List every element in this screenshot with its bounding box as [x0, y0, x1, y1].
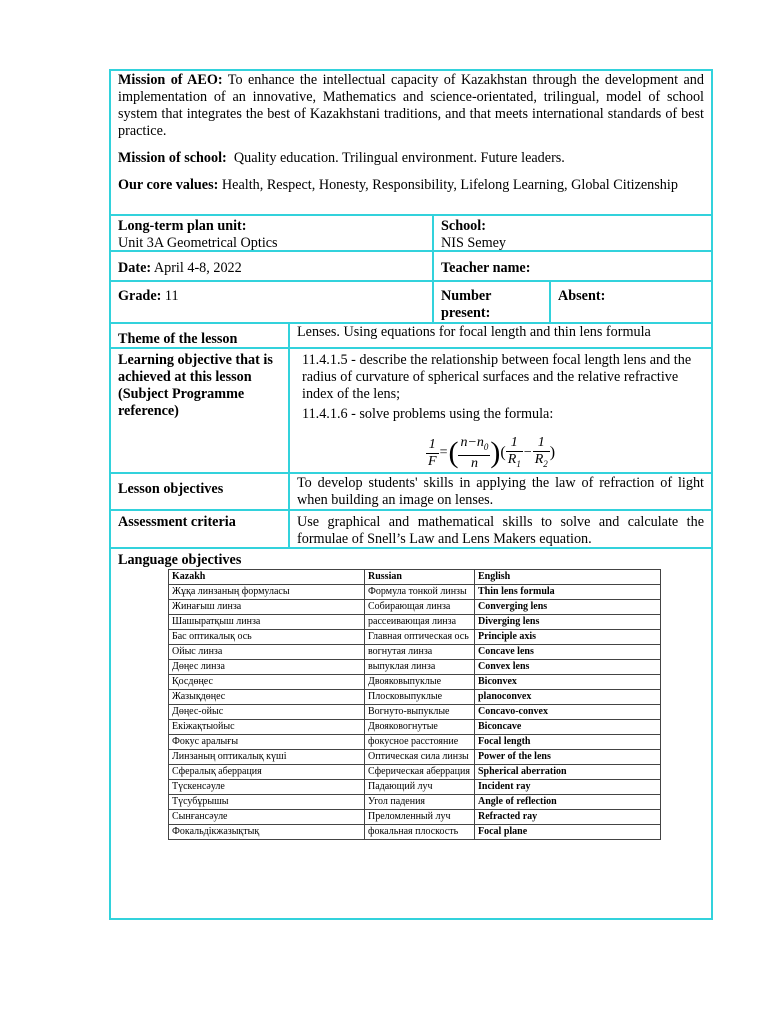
table-row [169, 780, 661, 795]
learning-objective-item-1: 11.4.1.5 - describe the relationship between focal length lens and the radius of curvature of spherical surfaces and the relative refractive index of the lens; [302, 352, 692, 402]
theme-label: Theme of the lesson [118, 331, 238, 347]
vocab-russian-cell: Вогнуто-выпуклые [365, 705, 475, 720]
formula-n-minus: n−n [460, 435, 484, 450]
mission-aeo-label: Mission of AEO: [118, 72, 223, 88]
table-row [169, 735, 661, 750]
formula-one-r2: 1 [533, 435, 550, 452]
school-value: NIS Semey [441, 235, 507, 251]
table-row [169, 720, 661, 735]
lesson-objectives-value: To develop students' skills in applying the law of refraction of light when building an image on lenses. [297, 475, 704, 508]
formula-equals: = [439, 445, 448, 461]
lens-maker-formula: $\frac{1}{F}$ =( $\frac{n-n_0}{n}$ )( $\frac{1}{R_1}$ − $\frac{1}{R_2}$ ) [428, 435, 556, 471]
absent-label: Absent: [558, 288, 606, 304]
theme-row [111, 324, 711, 349]
theme-label-cell [111, 324, 288, 347]
unit-label: Long-term plan unit: [118, 218, 247, 234]
formula-sub-1: 1 [516, 458, 521, 469]
unit-value: Unit 3A Geometrical Optics [118, 235, 278, 251]
table-row [169, 765, 661, 780]
vocab-english-cell: Diverging lens [475, 615, 661, 630]
vocab-russian-cell: Собирающая линза [365, 600, 475, 615]
vocab-russian-cell: Двояковогнутые [365, 720, 475, 735]
mission-school-label: Mission of school: [118, 150, 227, 166]
school-cell [432, 216, 711, 250]
vocab-english-cell: Spherical aberration [475, 765, 661, 780]
vocab-english-cell: Converging lens [475, 600, 661, 615]
learning-objective-label-cell [111, 349, 288, 472]
vocab-russian-cell: Угол падения [365, 795, 475, 810]
formula-f: F [428, 453, 437, 469]
lesson-objectives-value-cell [288, 474, 711, 509]
formula-sub-2: 2 [543, 458, 548, 469]
unit-cell [111, 216, 432, 250]
vocabulary-header-row [169, 570, 661, 585]
table-row [169, 690, 661, 705]
formula-one: 1 [426, 437, 439, 454]
vocab-kazakh-cell: Қосдөңес [169, 675, 365, 690]
learning-objective-item-2: 11.4.1.6 - solve problems using the formula: [302, 406, 554, 422]
vocab-kazakh-cell: Түскенсәуле [169, 780, 365, 795]
language-objectives-label: Language objectives [118, 552, 242, 568]
vocab-russian-cell: вогнутая линза [365, 645, 475, 660]
vocab-english-cell: Principle axis [475, 630, 661, 645]
vocab-russian-cell: Плосковыпуклые [365, 690, 475, 705]
vocab-english-cell: Incident ray [475, 780, 661, 795]
assessment-value: Use graphical and mathematical skills to solve and calculate the formulae of Snell’s Law and Lens Makers equation. [297, 514, 704, 547]
core-values [118, 177, 704, 194]
vocab-kazakh-cell: Шашыратқыш линза [169, 615, 365, 630]
vocab-english-cell: Angle of reflection [475, 795, 661, 810]
date-cell [111, 252, 432, 280]
absent-cell [549, 282, 711, 322]
vocab-kazakh-cell: Фокальдікжазықтық [169, 825, 365, 840]
vocab-kazakh-cell: Жазықдөңес [169, 690, 365, 705]
header-english: English [475, 570, 661, 585]
vocab-kazakh-cell: Жұқа линзаның формуласы [169, 585, 365, 600]
formula-r2: R [534, 452, 544, 467]
mission-school-text: Quality education. Trilingual environment. Future leaders. [233, 150, 565, 166]
vocab-russian-cell: рассеивающая линза [365, 615, 475, 630]
formula-n: n [470, 455, 478, 471]
vocab-english-cell: Power of the lens [475, 750, 661, 765]
vocab-kazakh-cell: Ойыс линза [169, 645, 365, 660]
theme-value: Lenses. Using equations for focal length and thin lens formula [297, 324, 651, 340]
mission-section [111, 71, 711, 216]
table-row [169, 645, 661, 660]
table-row [169, 825, 661, 840]
table-row [169, 750, 661, 765]
vocab-english-cell: Thin lens formula [475, 585, 661, 600]
lesson-objectives-row [111, 474, 711, 511]
vocab-russian-cell: Главная оптическая ось [365, 630, 475, 645]
vocab-kazakh-cell: Линзаның оптикалық күші [169, 750, 365, 765]
vocab-english-cell: Biconcave [475, 720, 661, 735]
vocab-english-cell: Biconvex [475, 675, 661, 690]
grade-row [111, 282, 711, 324]
vocab-kazakh-cell: Сфералық аберрация [169, 765, 365, 780]
formula-minus: − [523, 445, 532, 461]
grade-value: 11 [164, 288, 179, 304]
learning-objective-label: Learning objective that is achieved at this lesson (Subject Programme reference) [118, 352, 273, 419]
mission-aeo [118, 72, 704, 140]
mission-school [118, 150, 704, 167]
vocab-russian-cell: Падающий луч [365, 780, 475, 795]
vocab-kazakh-cell: Фокус аралығы [169, 735, 365, 750]
vocab-kazakh-cell: Түсубұрышы [169, 795, 365, 810]
language-objectives-section [111, 549, 711, 918]
vocab-kazakh-cell: Сынғансәуле [169, 810, 365, 825]
teacher-label: Teacher name: [441, 260, 531, 276]
table-row [169, 630, 661, 645]
vocab-english-cell: Concave lens [475, 645, 661, 660]
table-row [169, 600, 661, 615]
formula-r1: R [507, 452, 517, 467]
date-label: Date: [118, 260, 152, 276]
lesson-objectives-label-cell [111, 474, 288, 509]
table-row [169, 675, 661, 690]
table-row [169, 585, 661, 600]
unit-school-row [111, 216, 711, 252]
grade-cell [111, 282, 432, 322]
learning-objective-value-cell [288, 349, 711, 472]
teacher-cell [432, 252, 711, 280]
vocab-english-cell: planoconvex [475, 690, 661, 705]
vocab-english-cell: Convex lens [475, 660, 661, 675]
vocab-kazakh-cell: Екіжақтыойыс [169, 720, 365, 735]
lesson-objectives-label: Lesson objectives [118, 481, 224, 497]
vocab-russian-cell: Сферическая аберрация [365, 765, 475, 780]
assessment-row [111, 511, 711, 549]
vocab-russian-cell: Оптическая сила линзы [365, 750, 475, 765]
grade-label: Grade: [118, 288, 162, 304]
table-row [169, 660, 661, 675]
core-values-text: Health, Respect, Honesty, Responsibility, Lifelong Learning, Global Citizenship [221, 177, 678, 193]
header-kazakh: Kazakh [169, 570, 365, 585]
assessment-label-cell [111, 511, 288, 547]
vocab-kazakh-cell: Жинағыш линза [169, 600, 365, 615]
vocabulary-table [168, 569, 661, 840]
learning-objective-row [111, 349, 711, 474]
mission-aeo-text: To enhance the intellectual capacity of Kazakhstan through the development and implementation of an innovative, Mathematics and science-orientated, trilingual, model of school system that integrates the best of Kazakhstani traditions, and that meets international standards of best practice. [118, 72, 704, 139]
date-value: April 4-8, 2022 [153, 260, 242, 276]
vocab-russian-cell: Формула тонкой линзы [365, 585, 475, 600]
vocab-russian-cell: выпуклая линза [365, 660, 475, 675]
vocab-russian-cell: фокальная плоскость [365, 825, 475, 840]
vocab-english-cell: Refracted ray [475, 810, 661, 825]
number-present-cell [432, 282, 549, 322]
table-row [169, 705, 661, 720]
vocab-english-cell: Focal plane [475, 825, 661, 840]
assessment-label: Assessment criteria [118, 514, 236, 530]
vocab-kazakh-cell: Дөңес-ойыс [169, 705, 365, 720]
vocab-kazakh-cell: Бас оптикалық ось [169, 630, 365, 645]
formula-sub-zero: 0 [483, 441, 489, 452]
assessment-value-cell [288, 511, 711, 547]
formula-one-r1: 1 [506, 435, 523, 452]
table-row [169, 615, 661, 630]
header-russian: Russian [365, 570, 475, 585]
lesson-plan-document [109, 69, 713, 920]
vocab-english-cell: Concavo-convex [475, 705, 661, 720]
table-row [169, 810, 661, 825]
vocab-russian-cell: Преломленный луч [365, 810, 475, 825]
vocab-russian-cell: фокусное расстояние [365, 735, 475, 750]
number-present-label: Number present: [441, 288, 492, 321]
vocab-english-cell: Focal length [475, 735, 661, 750]
core-values-label: Our core values: [118, 177, 219, 193]
vocab-russian-cell: Двояковыпуклые [365, 675, 475, 690]
school-label: School: [441, 218, 486, 234]
date-teacher-row [111, 252, 711, 282]
theme-value-cell [288, 324, 711, 347]
vocab-kazakh-cell: Дөңес линза [169, 660, 365, 675]
table-row [169, 795, 661, 810]
